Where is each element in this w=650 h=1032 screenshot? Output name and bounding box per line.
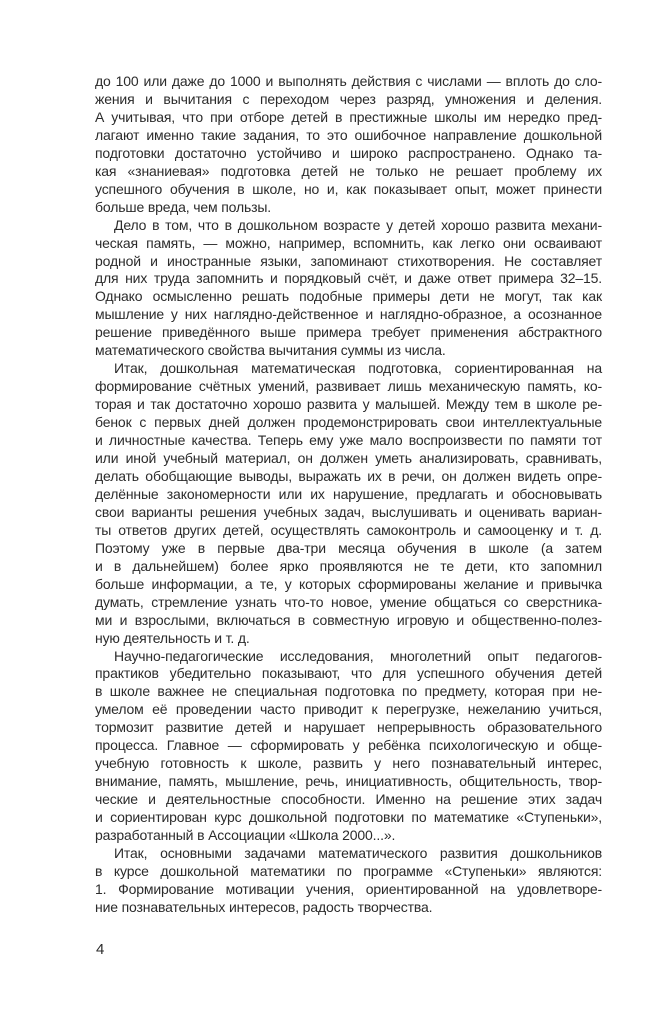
paragraph — [95, 360, 602, 647]
text-line: Однако осмысленно решать подобные примеры дети не могут, так как — [95, 288, 602, 305]
text-line: или иной учебный материал, он должен уметь анализировать, сравнивать, — [95, 450, 602, 467]
text-line: лагают именно такие задания, то это ошибочное направление дошкольной — [95, 126, 602, 143]
text-line: торая и так достаточно хорошо развита у малышей. Между тем в школе ре- — [95, 396, 602, 413]
text-line: подготовки достаточно устойчиво и широко распространено. Однако та- — [95, 144, 602, 161]
text-line: и сориентирован курс дошкольной подготовки по математике «Ступеньки», — [95, 809, 602, 826]
text-line: делать обобщающие выводы, выражать их в речи, он должен видеть опре- — [95, 467, 602, 484]
text-line: учебную готовность к школе, развить у него познавательный интерес, — [95, 755, 602, 772]
text-line: ние познавательных интересов, радость творчества. — [95, 898, 433, 915]
text-line: родной и иностранные языки, запоминают стихотворения. Не составляет — [95, 252, 602, 269]
text-line: ми и взрослыми, включаться в совместную игровую и общественно-полез- — [95, 611, 602, 628]
text-line: и в дальнейшем) более ярко проявляются не те дети, кто запомнил — [95, 557, 602, 574]
text-line: тормозит развитие детей и нарушает непрерывность образовательного — [95, 719, 602, 736]
text-line: процесса. Главное — сформировать у ребёнка психологическую и обще- — [95, 737, 602, 754]
page-number: 4 — [96, 941, 105, 958]
page-text-block — [95, 73, 602, 917]
text-line: бенок с первых дней должен продемонстрировать свои интеллектуальные — [95, 414, 602, 431]
text-line: свои варианты решения учебных задач, выслушивать и оценивать вариан- — [95, 503, 602, 520]
text-line: и личностные качества. Теперь ему уже мало воспроизвести по памяти тот — [95, 432, 602, 449]
paragraph — [95, 845, 602, 917]
text-line: Дело в том, что в дошкольном возрасте у детей хорошо развита механи- — [114, 216, 602, 233]
text-line: делённые закономерности или их нарушение, предлагать и обосновывать — [95, 485, 602, 502]
paragraph — [95, 73, 602, 217]
text-line: в школе важнее не специальная подготовка по предмету, которая при не- — [95, 683, 602, 700]
paragraph — [95, 648, 602, 845]
text-line: внимание, память, мышление, речь, инициативность, общительность, твор- — [95, 773, 602, 790]
text-line: думать, стремление узнать что-то новое, умение общаться со сверстника- — [95, 593, 602, 610]
text-line: Итак, дошкольная математическая подготовка, сориентированная на — [114, 360, 602, 377]
text-line: для них труда запомнить и порядковый счёт, и даже ответ примера 32–15. — [95, 270, 602, 287]
paragraph — [95, 217, 602, 361]
text-line: Итак, основными задачами математического развития дошкольников — [114, 844, 602, 861]
text-line: в курсе дошкольной математики по программе «Ступеньки» являются: — [95, 862, 602, 879]
text-line: решение приведённого выше примера требует применения абстрактного — [95, 324, 602, 341]
text-line: до 100 или даже до 1000 и выполнять действия с числами — вплоть до сло- — [95, 73, 602, 89]
text-line: успешного обучения в школе, но и, как показывает опыт, может принести — [95, 180, 602, 197]
text-line: практиков убедительно показывают, что для успешного обучения детей — [95, 665, 602, 682]
text-line: жения и вычитания с переходом через разряд, умножения и деления. — [95, 90, 602, 107]
text-line: больше информации, а те, у которых сформированы желание и привычка — [95, 575, 602, 592]
text-line: Научно-педагогические исследования, многолетний опыт педагогов- — [114, 647, 602, 664]
text-line: мышление у них наглядно-действенное и наглядно-образное, а осознанное — [95, 306, 602, 323]
text-line: ты ответов других детей, осуществлять самоконтроль и самооценку и т. д. — [95, 521, 602, 538]
text-line: разработанный в Ассоциации «Школа 2000...». — [95, 827, 396, 844]
text-line: Поэтому уже в первые два-три месяца обучения в школе (а затем — [95, 539, 602, 556]
text-line: ную деятельность и т. д. — [95, 629, 250, 646]
text-line: умелом её проведении часто приводит к перегрузке, нежеланию учиться, — [95, 701, 602, 718]
text-line: ческая память, — можно, например, вспомнить, как легко они осваивают — [95, 234, 602, 251]
text-line: кая «знаниевая» подготовка детей не только не решает проблему их — [95, 162, 602, 179]
text-line: математического свойства вычитания суммы из числа. — [95, 342, 446, 359]
text-line: ческие и деятельностные способности. Именно на решение этих задач — [95, 791, 602, 808]
text-line: формирование счётных умений, развивает лишь механическую память, ко- — [95, 378, 602, 395]
text-line: А учитывая, что при отборе детей в престижные школы им нередко пред- — [95, 108, 602, 125]
text-line: больше вреда, чем пользы. — [95, 198, 272, 215]
text-line: 1. Формирование мотивации учения, ориентированной на удовлетворе- — [95, 880, 602, 897]
